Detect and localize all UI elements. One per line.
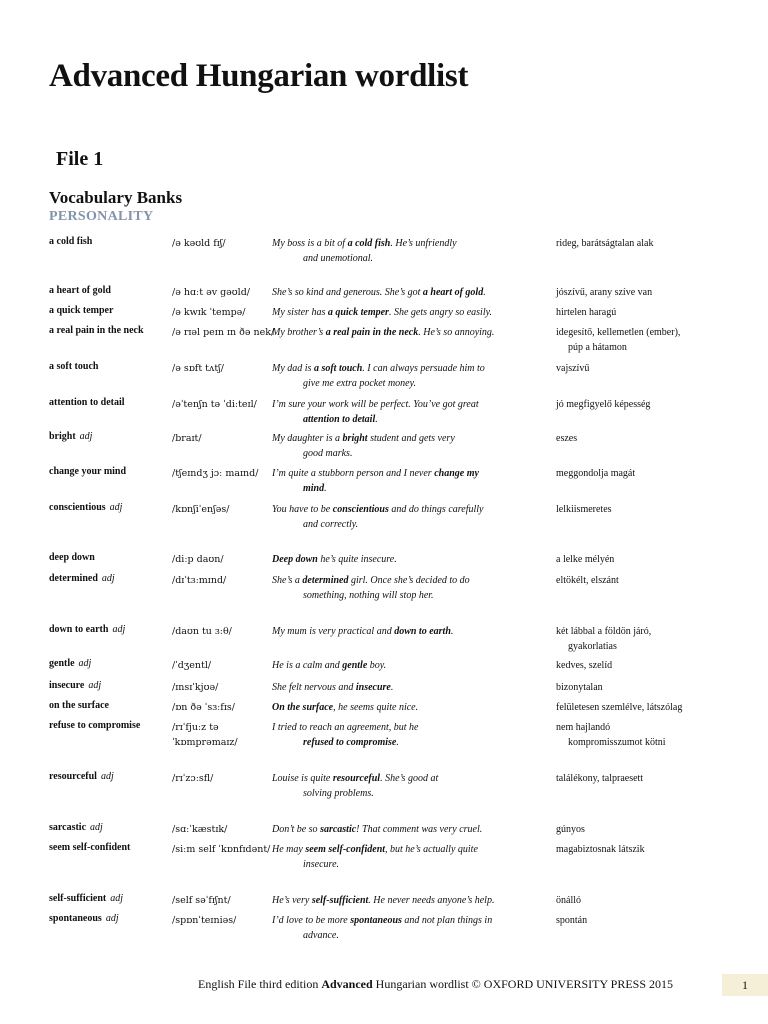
entry-word [49,236,92,247]
example-text: . She gets angry so easily. [388,307,492,318]
entry-part-of-speech: adj [101,573,115,584]
example-text: . He’s so annoying. [418,327,495,338]
example-line-2 [272,735,544,750]
translation-line-1: jó megfigyelő képesség [556,399,651,410]
entry-example [272,893,544,908]
entry-word [49,502,122,513]
example-text: He may [272,844,306,855]
entry-word [49,573,115,584]
example-line-1 [272,399,479,410]
translation-line-1: találékony, talpraesett [556,773,644,784]
translation-line-1: bizonytalan [556,682,603,693]
example-text: He’s very [272,895,312,906]
example-line-1 [272,363,485,374]
example-text: . He’s unfriendly [390,238,457,249]
example-text: He is a calm and [272,660,343,671]
example-text: give me extra pocket money. [303,378,417,389]
translation-line-2: púp a hátamon [568,342,627,353]
translation-line-2: kompromisszumot kötni [568,737,666,748]
example-line-1 [272,660,386,671]
example-text: . He never needs anyone’s help. [368,895,495,906]
entry-pronunciation: /braɪt/ [172,433,202,444]
entry-example [272,573,544,603]
example-highlight: bright [342,433,368,444]
entry-translation [556,771,764,786]
example-text: . [390,682,394,693]
entry-headword: self-sufficient [49,893,107,904]
example-text: . [483,287,486,298]
example-text: I’m quite a stubborn person and I never [272,468,435,479]
entry-translation [556,822,764,837]
example-text: . [324,483,327,494]
example-line-2 [272,251,544,266]
example-text: I tried to reach an agreement, but he [272,722,419,733]
entry-translation [556,658,764,673]
example-text: She’s so kind and generous. She’s got [272,287,423,298]
entry-headword: a cold fish [49,236,93,247]
entry-pronunciation: /daʊn tu ɜːθ/ [172,626,232,637]
footer-suffix: Hungarian wordlist © OXFORD UNIVERSITY PRESS 2015 [372,977,674,991]
example-highlight: mind [303,483,325,494]
example-text: good marks. [303,448,353,459]
example-line-1 [272,307,492,318]
translation-line-1: kedves, szelíd [556,660,613,671]
example-highlight: a soft touch [313,363,363,374]
translation-line-2: gyakorlatias [568,641,617,652]
example-highlight: conscientious [332,504,389,515]
entry-word [49,893,123,904]
translation-line-1: idegesítő, kellemetlen (ember), [556,327,681,338]
example-line-1 [272,504,484,515]
entry-example [272,325,544,340]
entry-pronunciation: /ə kəʊld fɪʃ/ [172,238,226,249]
example-line-1 [272,433,455,444]
entry-word [49,658,91,669]
entry-headword: resourceful [49,771,97,782]
example-line-2 [272,857,544,872]
example-text: . She’s good at [380,773,439,784]
example-highlight: self-sufficient [311,895,369,906]
example-text: She’s a [272,575,303,586]
example-text: My dad is [272,363,314,374]
translation-line-1: jószívű, arany szíve van [556,287,653,298]
example-line-1 [272,468,479,479]
entry-pronunciation: /rɪˈzɔːsfl/ [172,773,214,784]
translation-line-1: a lelke mélyén [556,554,615,565]
entry-example [272,361,544,391]
entry-word [49,700,109,711]
entry-example [272,502,544,532]
entry-headword: determined [49,573,98,584]
entry-translation [556,361,764,376]
example-highlight: Deep down [272,554,318,565]
entry-headword: a quick temper [49,305,114,316]
entry-pronunciation: /self səˈfɪʃnt/ [172,895,231,906]
vocabulary-banks-heading: Vocabulary Banks [49,188,183,207]
entry-translation [556,236,764,251]
entry-headword: spontaneous [49,913,102,924]
entry-translation [556,325,764,355]
entry-part-of-speech: adj [90,822,103,833]
example-line-1 [272,575,470,586]
example-line-2 [272,928,544,943]
entry-pronunciation: /ə sɒft tʌtʃ/ [172,363,224,374]
entry-word [49,771,114,782]
example-line-2 [272,786,544,801]
translation-line-1: meggondolja magát [556,468,636,479]
entry-part-of-speech: adj [105,913,119,924]
entry-word [49,552,95,563]
entry-example [272,913,544,943]
example-highlight: gentle [342,660,368,671]
example-highlight: down to earth [394,626,451,637]
entry-pronunciation: /siːm self ˈkɒnfɪdənt/ [172,844,271,855]
example-line-1 [272,773,438,784]
entry-headword: a soft touch [49,361,99,372]
example-text: Don’t be so [272,824,321,835]
example-highlight: determined [302,575,349,586]
example-text: he’s quite insecure. [317,554,397,565]
entry-example [272,624,544,639]
entry-word [49,431,92,442]
example-line-1 [272,722,418,733]
entry-pronunciation: /ˈdʒentl/ [172,660,212,671]
entry-pronunciation: /diːp daʊn/ [172,554,224,565]
example-highlight: spontaneous [350,915,402,926]
section-heading: PERSONALITY [49,209,154,224]
page-title: Advanced Hungarian wordlist [49,58,469,94]
entry-pronunciation: /tʃeɪndʒ jɔː maɪnd/ [172,468,259,479]
example-text: and not plan things in [401,915,493,926]
example-text: insecure. [303,859,340,870]
entry-word [49,842,130,853]
entry-example [272,700,544,715]
example-line-2 [272,481,544,496]
page-number: 1 [722,974,768,996]
entry-example [272,397,544,427]
entry-translation [556,913,764,928]
translation-line-1: eltökélt, elszánt [556,575,619,586]
translation-line-1: felületesen szemlélve, látszólag [556,702,683,713]
example-highlight: On the surface [272,702,334,713]
entry-example [272,466,544,496]
entry-example [272,236,544,266]
entry-pronunciation: /ə kwɪk ˈtempə/ [172,307,246,318]
entry-example [272,720,544,750]
translation-line-1: eszes [556,433,578,444]
example-text: and unemotional. [303,253,373,264]
example-highlight: a cold fish [347,238,391,249]
entry-headword: conscientious [49,502,106,513]
example-text: . [375,414,378,425]
example-highlight: resourceful [332,773,381,784]
entry-pronunciation: /kɒnʃiˈenʃəs/ [172,504,230,515]
entry-example [272,285,544,300]
entry-headword: on the surface [49,700,109,711]
entry-word [49,680,101,691]
example-text: My brother’s [272,327,326,338]
example-text: I’m sure your work will be perfect. You’ve got great [272,399,479,410]
entry-word [49,624,125,635]
translation-line-1: gúnyos [556,824,585,835]
example-text: student and gets very [367,433,455,444]
example-text: and do things carefully [388,504,484,515]
entry-headword: change your mind [49,466,127,477]
entry-translation [556,397,764,412]
translation-line-1: magabiztosnak látszik [556,844,645,855]
entry-example [272,658,544,673]
entry-headword: attention to detail [49,397,125,408]
example-line-1 [272,682,393,693]
example-text: something, nothing will stop her. [303,590,434,601]
entry-translation [556,466,764,481]
entry-example [272,431,544,461]
example-text: My daughter is a [272,433,343,444]
example-line-1 [272,915,492,926]
example-text: Louise is quite [272,773,333,784]
entry-word [49,285,111,296]
example-highlight: refused to compromise [303,737,397,748]
entry-word [49,822,103,833]
entry-example [272,822,544,837]
entry-part-of-speech: adj [79,431,93,442]
example-line-1 [272,844,478,855]
entry-example [272,842,544,872]
example-line-2 [272,412,544,427]
entry-pronunciation: /ə hɑːt əv gəʊld/ [172,287,251,298]
example-text: girl. Once she’s decided to do [348,575,470,586]
example-line-2 [272,588,544,603]
entry-headword: gentle [49,658,75,669]
example-highlight: change my [434,468,479,479]
translation-line-1: nem hajlandó [556,722,611,733]
example-line-1 [272,626,453,637]
example-text: She felt nervous and [272,682,356,693]
entry-word [49,397,125,408]
translation-line-1: hirtelen haragú [556,307,617,318]
translation-line-1: lelkiismeretes [556,504,612,515]
entry-pronunciation: /sɑːˈkæstɪk/ [172,824,228,835]
entry-translation [556,305,764,320]
example-highlight: sarcastic [320,824,357,835]
entry-part-of-speech: adj [78,658,92,669]
entry-headword: refuse to compromise [49,720,141,731]
entry-word [49,913,119,924]
entry-headword: insecure [49,680,85,691]
entry-translation [556,720,764,750]
entry-translation [556,285,764,300]
entry-pronunciation: /əˈtenʃn tə ˈdiːteɪl/ [172,399,257,410]
entry-translation [556,842,764,857]
example-text: I’d love to be more [272,915,351,926]
entry-example [272,680,544,695]
entry-part-of-speech: adj [100,771,114,782]
entry-pronunciation: /rɪˈfjuːz tə ˈkɒmprəmaɪz/ [172,722,238,748]
example-text: ! That comment was very cruel. [356,824,483,835]
translation-line-1: rideg, barátságtalan alak [556,238,654,249]
example-text: . I can always persuade him to [362,363,485,374]
entry-headword: bright [49,431,76,442]
example-highlight: seem self-confident [305,844,386,855]
entry-translation [556,573,764,588]
entry-pronunciation: /spɒnˈteɪniəs/ [172,915,237,926]
example-text: boy. [367,660,387,671]
example-line-1 [272,287,486,298]
entry-pronunciation: /ɒn ðə ˈsɜːfɪs/ [172,702,235,713]
example-text: solving problems. [303,788,374,799]
example-text: My mum is very practical and [272,626,395,637]
entry-pronunciation: /ə rɪəl peɪn ɪn ðə nek/ [172,327,275,338]
entry-example [272,771,544,801]
translation-line-1: két lábbal a földön járó, [556,626,652,637]
translation-line-1: vajszívű [556,363,590,374]
entry-translation [556,624,764,654]
example-line-1 [272,238,457,249]
example-line-1 [272,327,494,338]
entry-part-of-speech: adj [110,893,123,904]
example-line-2 [272,446,544,461]
entry-translation [556,893,764,908]
entry-example [272,552,544,567]
entry-translation [556,680,764,695]
example-line-2 [272,517,544,532]
entry-headword: sarcastic [49,822,87,833]
footer-prefix: English File third edition [198,977,322,991]
example-text: . [450,626,454,637]
entry-headword: a real pain in the neck [49,325,144,336]
translation-line-1: önálló [556,895,581,906]
entry-headword: seem self-confident [49,842,131,853]
example-text: and correctly. [303,519,359,530]
example-text: My boss is a bit of [272,238,348,249]
entry-translation [556,552,764,567]
example-highlight: a quick temper [327,307,389,318]
footer-bold: Advanced [321,977,373,991]
example-text: . [396,737,399,748]
entry-word [49,305,113,316]
example-line-1 [272,554,397,565]
example-text: , but he’s actually quite [385,844,478,855]
example-line-2 [272,376,544,391]
example-text: You have to be [272,504,333,515]
entry-part-of-speech: adj [112,624,126,635]
example-highlight: attention to detail [303,414,376,425]
entry-part-of-speech: adj [88,680,102,691]
example-highlight: a heart of gold [422,287,484,298]
example-highlight: insecure [355,682,391,693]
entry-headword: down to earth [49,624,109,635]
entry-translation [556,502,764,517]
entry-translation [556,700,764,715]
entry-headword: a heart of gold [49,285,111,296]
entry-pronunciation: /dɪˈtɜːmɪnd/ [172,575,227,586]
entry-example [272,305,544,320]
footer [198,977,673,992]
entry-translation [556,431,764,446]
example-text: My sister has [272,307,328,318]
entry-part-of-speech: adj [109,502,123,513]
entry-word [49,466,126,477]
example-text: advance. [303,930,339,941]
file-heading: File 1 [56,148,104,170]
example-line-1 [272,895,494,906]
entry-word [49,720,140,731]
entry-word [49,325,144,336]
example-line-1 [272,702,418,713]
entry-pronunciation: /ɪnsɪˈkjʊə/ [172,682,219,693]
example-highlight: a real pain in the neck [325,327,419,338]
translation-line-1: spontán [556,915,588,926]
entry-headword: deep down [49,552,95,563]
example-line-1 [272,824,482,835]
entry-word [49,361,98,372]
example-text: , he seems quite nice. [333,702,419,713]
